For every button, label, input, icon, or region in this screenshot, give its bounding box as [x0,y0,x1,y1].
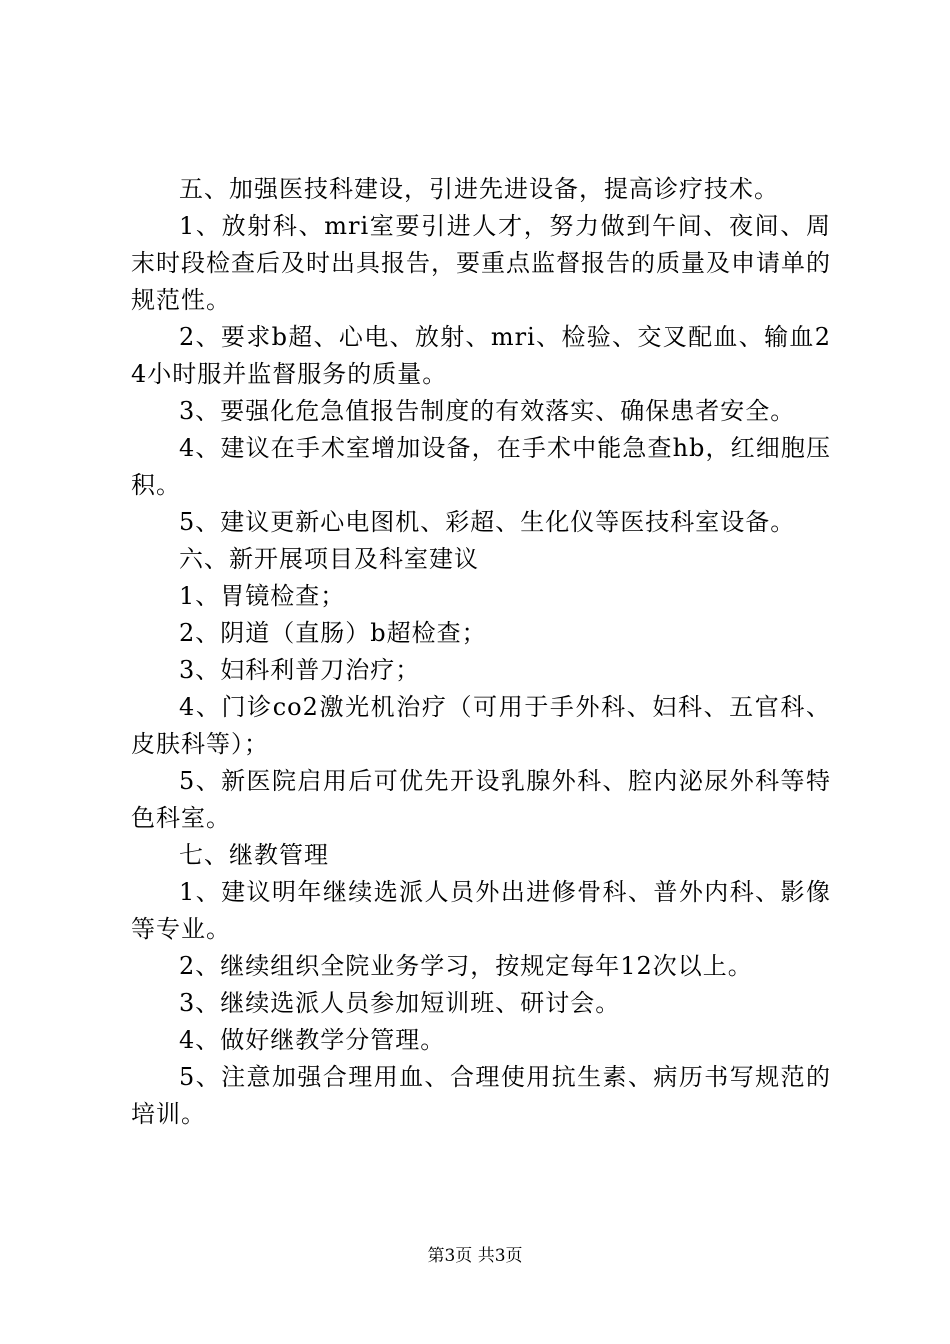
list-item: 2、阴道（直肠）b超检查； [179,619,487,647]
section-heading-7: 七、继教管理 [179,841,329,869]
section-heading-6: 六、新开展项目及科室建议 [179,545,479,573]
list-item: 4、做好继教学分管理。 [179,1026,446,1054]
list-item: 4、建议在手术室增加设备，在手术中能急查hb，红细胞压积。 [131,434,831,499]
list-item: 3、继续选派人员参加短训班、研讨会。 [179,989,621,1017]
page-footer [0,1245,950,1267]
list-item: 4、门诊co2激光机治疗（可用于手外科、妇科、五官科、皮肤科等）； [131,693,831,758]
list-item: 2、继续组织全院业务学习，按规定每年12次以上。 [179,952,753,980]
section-heading-5: 五、加强医技科建设，引进先进设备，提高诊疗技术。 [179,175,779,203]
list-item: 1、放射科、mri室要引进人才，努力做到午间、夜间、周末时段检查后及时出具报告，要重点监督报告的质量及申请单的规范性。 [131,212,831,314]
list-item: 5、注意加强合理用血、合理使用抗生素、病历书写规范的培训。 [131,1063,831,1128]
list-item: 2、要求b超、心电、放射、mri、检验、交叉配血、输血24小时服并监督服务的质量。 [131,323,831,388]
list-item: 5、建议更新心电图机、彩超、生化仪等医技科室设备。 [179,508,796,536]
list-item: 1、建议明年继续选派人员外出进修骨科、普外内科、影像等专业。 [131,878,831,943]
list-item: 3、妇科利普刀治疗； [179,656,421,684]
list-item: 1、胃镜检查； [179,582,346,610]
list-item: 3、要强化危急值报告制度的有效落实、确保患者安全。 [179,397,796,425]
page-number-label: 第3页 共3页 [427,1246,523,1266]
document-body [131,171,831,1133]
list-item: 5、新医院启用后可优先开设乳腺外科、腔内泌尿外科等特色科室。 [131,767,831,832]
